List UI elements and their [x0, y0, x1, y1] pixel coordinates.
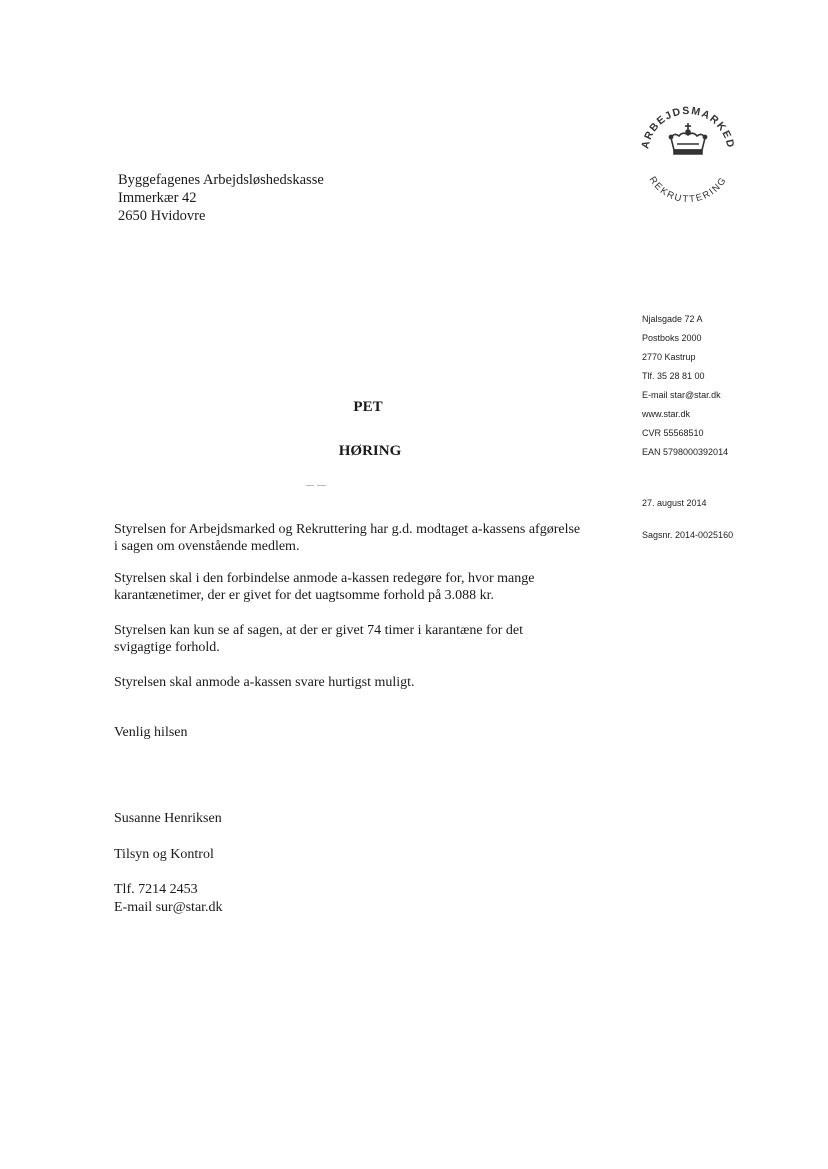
sender-street: Njalsgade 72 A	[642, 314, 703, 324]
signature-email: E-mail sur@star.dk	[114, 900, 223, 915]
signature-department: Tilsyn og Kontrol	[114, 847, 214, 862]
paragraph-line: Styrelsen for Arbejdsmarked og Rekruttering har g.d. modtaget a-kassens afgørelse	[114, 522, 581, 537]
logo-text-top: ARBEJDSMARKED	[639, 104, 737, 150]
body-paragraph-1	[114, 521, 614, 555]
logo-text-bottom: REKRUTTERING	[646, 174, 730, 206]
heading-pet: PET	[353, 399, 383, 415]
letter-date: 27. august 2014	[642, 498, 707, 508]
sender-pobox: Postboks 2000	[642, 333, 702, 343]
sender-info	[642, 310, 728, 462]
sender-web: www.star.dk	[642, 409, 691, 419]
paragraph-line: Styrelsen skal anmode a-kassen svare hurtigst muligt.	[114, 675, 415, 690]
sender-cvr: CVR 55568510	[642, 428, 704, 438]
star-logo-svg	[630, 92, 746, 208]
heading-hoering: HØRING	[338, 443, 402, 459]
crown-icon	[669, 123, 706, 154]
scan-speck	[306, 485, 314, 486]
signature-name: Susanne Henriksen	[114, 811, 222, 826]
recipient-city: 2650 Hvidovre	[118, 208, 206, 224]
body-paragraph-2	[114, 570, 614, 604]
sender-city: 2770 Kastrup	[642, 352, 696, 362]
body-paragraph-4	[114, 674, 614, 691]
signature-phone: Tlf. 7214 2453	[114, 882, 198, 897]
paragraph-line: Styrelsen kan kun se af sagen, at der er givet 74 timer i karantæne for det	[114, 623, 523, 638]
recipient-street: Immerkær 42	[118, 190, 197, 206]
sender-phone: Tlf. 35 28 81 00	[642, 371, 705, 381]
closing: Venlig hilsen	[114, 725, 188, 740]
scan-speck	[317, 485, 326, 486]
body-paragraph-3	[114, 622, 614, 656]
paragraph-line: Styrelsen skal i den forbindelse anmode a-kassen redegøre for, hvor mange	[114, 571, 535, 586]
signature-contact	[114, 881, 223, 917]
star-logo	[630, 92, 746, 208]
case-number: Sagsnr. 2014-0025160	[642, 530, 734, 540]
paragraph-line: karantænetimer, der er givet for det uagtsomme forhold på 3.088 kr.	[114, 588, 495, 603]
paragraph-line: i sagen om ovenstående medlem.	[114, 539, 300, 554]
recipient-name: Byggefagenes Arbejdsløshedskasse	[118, 172, 324, 188]
paragraph-line: svigagtige forhold.	[114, 640, 220, 655]
recipient-address	[118, 171, 324, 225]
sender-ean: EAN 5798000392014	[642, 447, 729, 457]
sender-email: E-mail star@star.dk	[642, 390, 721, 400]
svg-text:REKRUTTERING	[647, 175, 730, 205]
